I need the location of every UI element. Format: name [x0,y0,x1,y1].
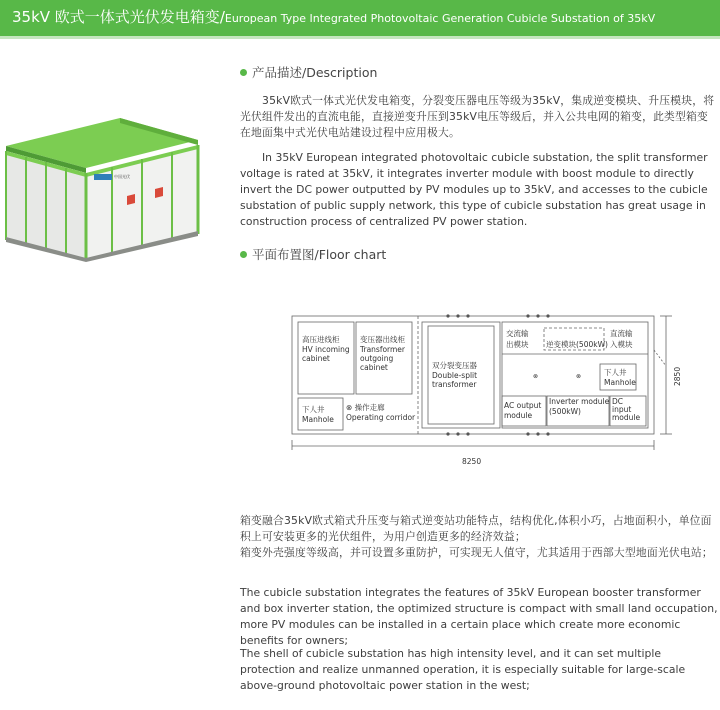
inverter-en1: Inverter module [549,397,610,406]
ac-output-en2: module [504,411,533,420]
transformer-cabinet-en2: outgoing [360,354,394,363]
transformer-cabinet-en1: Transformer [360,345,406,354]
title-zh: 35kV 欧式一体式光伏发电箱变 [12,8,220,26]
header-rule [0,36,720,39]
page-title [12,6,655,27]
feature-en-1: The cubicle substation integrates the features of 35kV European booster transformer and box inverter station, the optimized structure is compact with small land occupation, more PV modules can be installed in a certain place which create more economic benefits for owners; [240,586,718,647]
dc-input-en1: DC [612,397,624,406]
feature-zh-2: 箱变外壳强度等级高，并可设置多重防护，可实现无人值守，尤其适用于西部大型地面光伏电站； [240,546,713,559]
inverter-en2: (500kW) [549,407,581,416]
ac-output-en1: AC output [504,401,542,410]
transformer-cabinet-zh: 变压器出线柜 [360,335,405,344]
transformer-en1: Double-split [432,371,478,380]
cross-marker-icon: ⊗ [533,373,539,380]
hv-cabinet-en1: HV incoming [302,345,350,354]
title-separator: / [219,8,225,26]
manhole-left-zh: 下人井 [302,405,325,414]
dc-input-en3: module [612,413,641,422]
corridor-en: Operating corridor [346,413,416,422]
bullet-icon [240,251,247,258]
transformer-en2: transformer [432,380,477,389]
description-heading: 产品描述/Description [240,63,377,81]
inverter-module-zh: 逆变模块(500kW) [546,340,608,349]
header-bar [0,0,720,36]
dc-module-zh1: 直流输 [610,329,633,338]
dc-module-zh2: 入模块 [610,340,633,349]
floor-chart [288,290,688,480]
title-en: European Type Integrated Photovoltaic Generation Cubicle Substation of 35kV [224,12,656,25]
hv-cabinet-en2: cabinet [302,354,330,363]
corridor-zh: ⊗ 操作走廊 [346,403,385,412]
logo-icon [94,174,112,180]
manhole-right-en: Manhole [604,378,636,387]
width-dimension: 8250 [462,457,482,466]
description-zh: 35kV欧式一体式光伏发电箱变，分裂变压器电压等级为35kV，集成逆变模块、升压模块，将光伏组件发出的直流电能，直接逆变升压到35kV电压等级后，并入公共电网的箱变，此类型箱变在地面集中式光伏电站建设过程中应用极大。 [240,94,715,139]
feature-zh-1: 箱变融合35kV欧式箱式升压变与箱式逆变站功能特点，结构优化,体积小巧，占地面积小，单位面积上可安装更多的光伏组件，为用户创造更多的经济效益； [240,514,712,543]
substation-image [2,112,200,262]
height-dimension: 2850 [673,366,682,386]
cross-marker-icon: ⊗ [576,373,582,380]
bullet-icon [240,69,247,76]
ac-module-zh2: 出模块 [506,340,529,349]
manhole-right-zh: 下人井 [604,368,627,377]
description-en: In 35kV European integrated photovoltaic cubicle substation, the split transformer voltage is rated at 35kV, it integrates inverter module with boost module to directly invert the DC power outputted by PV modules up to 35kV, and accesses to the cubicle substation of public supply network, this type of cubicle substation has great usage in construction process of centralized PV power station. [240,151,708,228]
transformer-cabinet-en3: cabinet [360,363,388,372]
manhole-left-en: Manhole [302,415,334,424]
hv-cabinet-zh: 高压进线柜 [302,335,340,344]
feature-en-2: The shell of cubicle substation has high intensity level, and it can set multiple protection and realize unmanned operation, it is especially suitable for large-scale above-ground photovoltaic power station in the west; [240,647,686,692]
floor-chart-heading: 平面布置图/Floor chart [240,245,386,263]
logo-text: 中国光伏 [114,174,130,179]
ac-module-zh1: 交流输 [506,329,529,338]
dc-input-en2: input [612,405,632,414]
transformer-zh: 双分裂变压器 [432,361,477,370]
